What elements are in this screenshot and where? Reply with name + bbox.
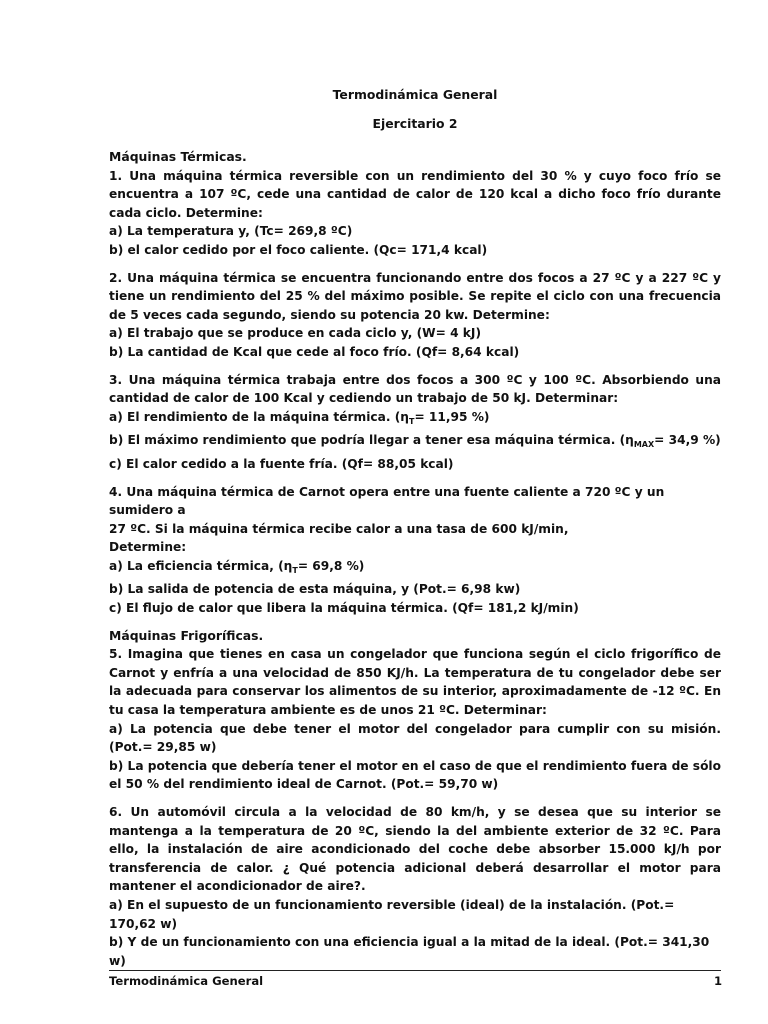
problem-item <box>109 580 721 599</box>
problem-5 <box>109 645 721 794</box>
problem-2 <box>109 269 721 362</box>
section-maquinas-frigorificas <box>109 627 721 971</box>
problem-statement-line: 4. Una máquina térmica de Carnot opera entre una fuente caliente a 720 ºC y un sumidero a <box>109 484 665 518</box>
problem-statement-line: 27 ºC. Si la máquina térmica recibe calor a una tasa de 600 kJ/min, <box>109 521 569 536</box>
problem-item: a) El trabajo que se produce en cada ciclo y, (W= 4 kJ) <box>109 326 482 341</box>
eta-symbol: η <box>283 558 293 573</box>
problem-1 <box>109 167 721 260</box>
problem-item: b) el calor cedido por el foco caliente. (Qc= 171,4 kcal) <box>109 242 488 257</box>
problem-item: a) En el supuesto de un funcionamiento reversible (ideal) de la instalación. (Pot.= 170,62 w) <box>109 897 675 931</box>
problem-item: b) La cantidad de Kcal que cede al foco frío. (Qf= 8,64 kcal) <box>109 344 520 359</box>
problem-item <box>109 431 721 455</box>
problem-item: a) La temperatura y, (Tc= 269,8 ºC) <box>109 224 353 239</box>
item-text: c) El calor cedido a la fuente fría. (Qf= 88,05 kcal) <box>109 456 454 471</box>
problem-item: b) La potencia que debería tener el motor en el caso de que el rendimiento fuera de sólo el 50 % del rendimiento ideal de Carnot. (Pot.= 59,70 w) <box>109 758 721 792</box>
problem-statement-line: Determine: <box>109 540 187 555</box>
page-number: 1 <box>714 974 723 988</box>
eta-subscript: MAX <box>633 440 655 450</box>
eta-subscript: T <box>292 565 298 575</box>
problem-item: a) La potencia que debe tener el motor del congelador para cumplir con su misión. (Pot.= 29,85 w) <box>109 721 721 755</box>
item-text: = 11,95 %) <box>414 409 490 424</box>
problem-statement: 6. Un automóvil circula a la velocidad de 80 km/h, y se desea que su interior se mantenga a la temperatura de 20 ºC, siendo la del ambiente exterior de 32 ºC. Para ello, la instalación de aire acondicionado del coche debe absorber 15.000 kJ/h por transferencia de calor. ¿ Qué potencia adicional deberá desarrollar el motor para mantener el acondicionador de aire?. <box>109 805 721 894</box>
item-text: = 34,9 %) <box>654 433 721 448</box>
problem-item <box>109 455 721 474</box>
problem-6 <box>109 803 721 970</box>
problem-item: b) Y de un funcionamiento con una eficiencia igual a la mitad de la ideal. (Pot.= 341,30 w) <box>109 935 710 968</box>
item-text: b) El máximo rendimiento que podría llegar a tener esa máquina térmica. ( <box>109 433 626 448</box>
problem-item <box>109 599 721 618</box>
problem-statement: 2. Una máquina térmica se encuentra funcionando entre dos focos a 27 ºC y a 227 ºC y tiene un rendimiento del 25 % del máximo posible. Se repite el ciclo con una frecuencia de 5 veces cada segundo, siendo su potencia 20 kw. Determine: <box>109 270 721 322</box>
item-text: = 69,8 %) <box>297 558 365 573</box>
problem-statement: 1. Una máquina térmica reversible con un rendimiento del 30 % y cuyo foco frío se encuentra a 107 ºC, cede una cantidad de calor de 120 kcal a dicho foco frío durante cada ciclo. Determine: <box>109 168 721 220</box>
problem-3 <box>109 371 721 474</box>
page-subtitle: Ejercitario 2 <box>372 116 458 131</box>
footer-title: Termodinámica General <box>109 974 264 988</box>
item-text: c) El flujo de calor que libera la máquina térmica. (Qf= 181,2 kJ/min) <box>109 601 579 616</box>
page-title: Termodinámica General <box>332 87 498 102</box>
item-text: a) El rendimiento de la máquina térmica. ( <box>109 409 401 424</box>
eta-symbol: η <box>625 433 634 448</box>
problem-item <box>109 557 721 581</box>
problem-statement: 3. Una máquina térmica trabaja entre dos focos a 300 ºC y 100 ºC. Absorbiendo una cantidad de calor de 100 Kcal y cediendo un trabajo de 50 kJ. Determinar: <box>109 372 721 406</box>
problem-statement: 5. Imagina que tienes en casa un congelador que funciona según el ciclo frigorífico de Carnot y enfría a una velocidad de 850 KJ/h. La temperatura de tu congelador debe ser la adecuada para conservar los alimentos de su interior, aproximadamente de -12 ºC. En tu casa la temperatura ambiente es de unos 21 ºC. Determinar: <box>109 647 721 718</box>
eta-symbol: η <box>400 409 409 424</box>
section-maquinas-termicas <box>109 148 721 618</box>
document-body <box>109 86 721 979</box>
item-text: a) La eficiencia térmica, ( <box>109 558 284 573</box>
eta-subscript: T <box>408 416 415 426</box>
section-heading: Máquinas Térmicas. <box>109 149 247 164</box>
problem-4 <box>109 483 721 618</box>
item-text: b) La salida de potencia de esta máquina, y (Pot.= 6,98 kw) <box>109 582 521 597</box>
footer-rule <box>109 970 721 971</box>
problem-item <box>109 408 721 432</box>
section-heading: Máquinas Frigoríficas. <box>109 627 264 643</box>
